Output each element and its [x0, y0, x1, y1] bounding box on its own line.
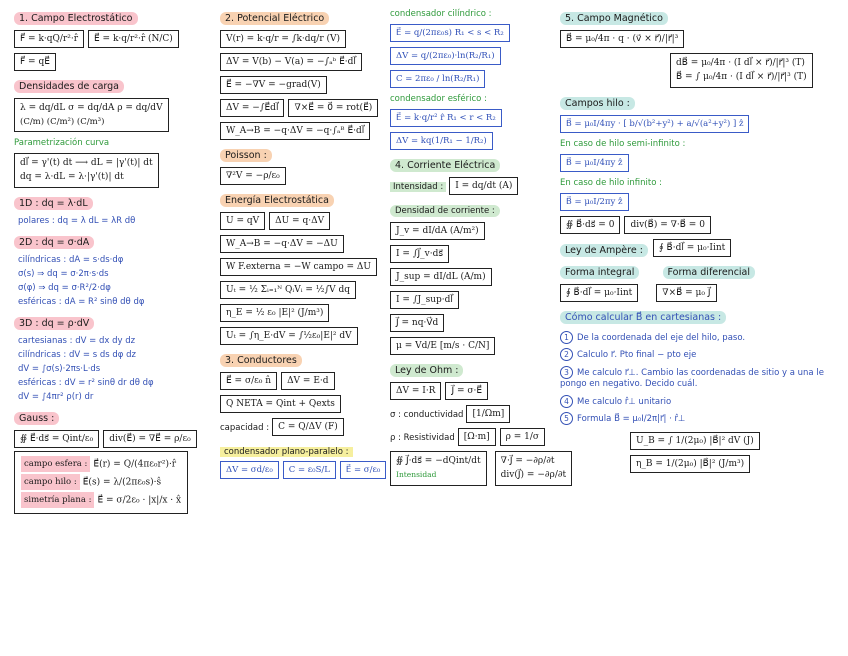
formula-densidades-units: (C/m) (C/m²) (C/m³): [20, 116, 105, 127]
formula-energia-qv: U = qV: [220, 212, 265, 230]
step-text: Me calculo r⃗⊥. Cambio las coordenadas de sitio y a una le pongo en negativo. Decido cuál.: [560, 367, 824, 390]
formula-conductividad-units: [1/Ωm]: [466, 405, 510, 423]
formula-param-box: [14, 153, 159, 188]
formula-j-superficie: J_sup = dI/dL (A/m): [390, 268, 492, 286]
gauss-applications-box: [14, 451, 188, 514]
line-cilindricas-3d: cilíndricas : dV = s ds dφ dz: [18, 350, 136, 361]
formula-simetria-plana: E⃗ = σ/2ε₀ · |x|/x · x̂: [97, 495, 182, 506]
step-text: Formula B⃗ = μ₀I/2π|r⃗| · r̂⊥: [577, 414, 686, 425]
formula-continuidad-div: div(J⃗) = −∂ρ/∂t: [500, 469, 567, 480]
label-hilo-infinito: En caso de hilo infinito :: [560, 178, 662, 188]
step-item: [560, 412, 842, 425]
label-campo-esfera: campo esfera :: [21, 456, 90, 472]
label-capacidad: capacidad :: [220, 422, 270, 433]
formula-flujo-magnetico: ∯ B⃗·ds⃗ = 0: [560, 216, 620, 234]
formula-esf-delta-v: ΔV = kq(1/R₁ − 1/R₂): [390, 132, 493, 150]
formula-biot-savart-box: [670, 53, 813, 88]
formula-q-neta: Q NETA = Qint + Qexts: [220, 395, 341, 413]
formula-trabajo-energia: W_A→B = −q·ΔV = −ΔU: [220, 235, 344, 253]
formula-campo-hilo: E⃗(s) = λ/(2πε₀s)·ŝ: [82, 477, 162, 488]
heading-ley-ohm: Ley de Ohm :: [390, 364, 463, 377]
heading-poisson: Poisson :: [220, 149, 272, 162]
formula-biot-savart-db: dB⃗ = μ₀/4π · (I dl⃗ × r⃗)/|r⃗|³ (T): [676, 58, 805, 68]
formula-hilo-semi-infinito: B⃗ = μ₀I/4πy ẑ: [560, 154, 629, 172]
formula-potencial-vr: V(r) = k·q/r = ∫k·dq/r (V): [220, 30, 346, 48]
heading-ley-ampere: Ley de Ampère :: [560, 244, 648, 257]
formula-rotacional: ∇×E⃗ = 0⃗ = rot(E⃗): [288, 99, 378, 117]
step-number: 1: [560, 331, 573, 344]
step-text: De la coordenada del eje del hilo, paso.: [577, 333, 746, 343]
formula-biot-savart-carga: B⃗ = μ₀/4π · q · (v⃗ × r⃗)/|r⃗|³: [560, 30, 684, 48]
line-polares: polares : dq = λ dL = λR dθ: [18, 216, 136, 227]
formula-campo-conductor: E⃗ = σ/ε₀ n̂: [220, 372, 277, 390]
heading-campos-hilo: Campos hilo :: [560, 97, 635, 110]
formula-param-dl: dl⃗ = γ'(t) dt ⟶ dL = |γ'(t)| dt: [20, 158, 153, 169]
line-sigma-s: σ(s) ⇒ dq = σ·2π·s·ds: [18, 269, 109, 280]
steps-list: [560, 331, 842, 426]
formula-param-dq: dq = λ·dL = λ·|γ'(t)| dt: [20, 171, 124, 182]
formula-poisson: ∇²V = −ρ/ε₀: [220, 167, 286, 185]
heading-conductores: 3. Conductores: [220, 354, 302, 367]
heading-condensador-cilindrico: condensador cilíndrico :: [390, 9, 492, 19]
heading-energia: Energía Electrostática: [220, 194, 334, 207]
formula-energia-total: Uₜ = ½ Σᵢ₌₁ᴺ QᵢVᵢ = ½∫V dq: [220, 281, 356, 299]
formula-delta-v: ΔV = V(b) − V(a) = −∫ₐᵇ E⃗·dl⃗: [220, 53, 362, 71]
step-item: [560, 395, 842, 408]
label-hilo-semi-infinito: En caso de hilo semi-infinito :: [560, 139, 686, 149]
step-number: 5: [560, 412, 573, 425]
column-potencial: [220, 6, 381, 482]
step-text: Calculo r⃗. Pto final − pto eje: [577, 350, 697, 361]
label-campo-hilo: campo hilo :: [21, 474, 80, 490]
formula-energia-integral: Uₜ = ∫η_E·dV = ∫½ε₀|E|² dV: [220, 327, 358, 345]
formula-gauss-differential: div(E⃗) = ∇E⃗ = ρ/ε₀: [103, 430, 197, 448]
formula-continuidad-integral: ∯ J⃗·ds⃗ = −dQint/dt: [396, 456, 481, 466]
formula-campo-esfera: E⃗(r) = Q/(4πε₀r²)·r̂: [93, 459, 177, 470]
line-esfericas-3d: esféricas : dV = r² sinθ dr dθ dφ: [18, 378, 154, 389]
formula-intensidad: I = dq/dt (A): [449, 177, 518, 195]
formula-trabajo-externo: W F.externa = −W campo = ΔU: [220, 258, 377, 276]
formula-densidades-box: [14, 98, 169, 132]
formula-hilo-infinito: B⃗ = μ₀I/2πy ẑ: [560, 193, 629, 211]
formula-continuidad-integral-box: [390, 451, 487, 486]
formula-cil-delta-v: ΔV = q/(2πε₀)·ln(R₂/R₁): [390, 47, 501, 65]
heading-densidad-corriente: Densidad de corriente :: [390, 205, 500, 217]
heading-forma-diferencial: Forma diferencial: [663, 266, 756, 279]
column-campo-electrostatico: [14, 6, 204, 514]
heading-plano-paralelo: condensador plano-paralelo :: [220, 447, 353, 457]
formula-continuidad-nabla: ∇·J⃗ = −∂ρ/∂t: [500, 456, 555, 466]
formula-divergencia-b: div(B⃗) = ∇·B⃗ = 0: [624, 216, 711, 234]
formula-delta-energia: ΔU = q·ΔV: [269, 212, 330, 230]
heading-condensador-esferico: condensador esférico :: [390, 94, 487, 104]
step-text: Me calculo r̂⊥ unitario: [577, 396, 672, 407]
formula-energia-magnetica: U_B = ∫ 1/(2μ₀) |B⃗|² dV (J): [630, 432, 760, 450]
label-simetria-plana: simetría plana :: [21, 492, 94, 508]
formula-i-integral-jsup: I = ∫J_sup·dl⃗: [390, 291, 459, 309]
formula-cil-capacidad: C = 2πε₀ / ln(R₂/R₁): [390, 70, 485, 88]
label-intensidad-small: Intensidad: [396, 469, 437, 479]
step-item: [560, 366, 842, 391]
heading-potencial: 2. Potencial Eléctrico: [220, 12, 329, 25]
formula-biot-savart-b: B⃗ = ∫ μ₀/4π · (I dl⃗ × r⃗)/|r⃗|³ (T): [676, 71, 807, 82]
line-esfericas-2d: esféricas : dA = R² sinθ dθ dφ: [18, 297, 145, 308]
heading-campo-magnetico: 5. Campo Magnético: [560, 12, 668, 25]
formula-coulomb-force: F⃗ = k·qQ/r²·r̂: [14, 30, 84, 48]
formula-ohm-j-sigma-e: J⃗ = σ·E⃗: [445, 382, 488, 400]
column-corriente: [390, 6, 567, 489]
formula-pp-delta-v: ΔV = σd/ε₀: [220, 461, 279, 479]
heading-calcular-cartesianas: Cómo calcular B⃗ en cartesianas :: [560, 311, 726, 324]
formula-resistividad: ρ = 1/σ: [500, 428, 545, 446]
line-cartesianas: cartesianas : dV = dx dy dz: [18, 336, 136, 347]
formula-delta-v-ed: ΔV = E·d: [281, 372, 334, 390]
step-item: [560, 331, 842, 344]
formula-force-qe: F⃗ = qE⃗: [14, 53, 56, 71]
formula-pp-capacidad: C = ε₀S/L: [283, 461, 336, 479]
line-sigma-phi: σ(φ) ⇒ dq = σ·R²/2·dφ: [18, 283, 111, 294]
formula-gradiente: E⃗ = −∇V = −grad(V): [220, 76, 327, 94]
formula-ohm-vir: ΔV = I·R: [390, 382, 441, 400]
line-dv-s: dV = ∫σ(s)·2πs·L·ds: [18, 364, 101, 375]
label-intensidad: Intensidad :: [390, 182, 446, 192]
formula-trabajo: W_A→B = −q·ΔV = −q·∫ₐᴮ E⃗·dl⃗: [220, 122, 370, 140]
formula-resistividad-units: [Ω·m]: [458, 428, 496, 446]
formula-electric-field: E⃗ = k·q/r²·r̂ (N/C): [88, 30, 179, 48]
heading-parametrizacion: Parametrización curva: [14, 138, 110, 149]
step-number: 4: [560, 395, 573, 408]
formula-pp-campo: E⃗ = σ/ε₀: [340, 461, 386, 479]
formula-esf-campo: E⃗ = k·q/r² r̂ R₁ < r < R₂: [390, 109, 502, 127]
heading-3d: 3D : dq = ρ·dV: [14, 317, 94, 330]
label-resistividad: ρ : Resistividad: [390, 432, 455, 443]
formula-ley-ampere: ∮ B⃗·dl⃗ = μ₀·Iint: [653, 239, 731, 257]
heading-densidades: Densidades de carga: [14, 80, 124, 93]
formula-gauss-integral: ∯ E⃗·ds⃗ = Qint/ε₀: [14, 430, 99, 448]
formula-densidades: λ = dq/dL σ = dq/dA ρ = dq/dV: [20, 103, 163, 113]
label-conductividad: σ : conductividad: [390, 409, 464, 420]
formula-densidad-energia: η_E = ½ ε₀ |E|² (J/m³): [220, 304, 329, 322]
line-dv-r: dV = ∫4πr² ρ(r) dr: [18, 392, 94, 403]
formula-delta-v-int: ΔV = −∫E⃗dl⃗: [220, 99, 284, 117]
formula-movilidad: μ = Vd/E [m/s · C/N]: [390, 337, 495, 355]
formula-capacidad: C = Q/ΔV (F): [272, 418, 344, 436]
formula-densidad-energia-magnetica: η_B = 1/(2μ₀) |B⃗|² (J/m³): [630, 455, 750, 473]
step-item: [560, 348, 842, 361]
heading-corriente: 4. Corriente Eléctrica: [390, 159, 500, 172]
formula-ampere-diferencial: ∇×B⃗ = μ₀ J⃗: [656, 284, 716, 302]
heading-gauss: Gauss :: [14, 412, 59, 425]
formula-j-volumen: J_v = dI/dA (A/m²): [390, 222, 485, 240]
formula-j-nqvd: J⃗ = nq·V⃗d: [390, 314, 444, 332]
step-number: 3: [560, 366, 573, 379]
line-cilindricas-2d: cilíndricas : dA = s·ds·dφ: [18, 255, 124, 266]
column-campo-magnetico: [560, 6, 842, 476]
heading-forma-integral: Forma integral: [560, 266, 639, 279]
step-number: 2: [560, 348, 573, 361]
formula-hilo-finito: B⃗ = μ₀I/4πy · [ b/√(b²+y²) + a/√(a²+y²) ] ẑ: [560, 115, 749, 133]
heading-2d: 2D : dq = σ·dA: [14, 236, 94, 249]
heading-campo-electrostatico: 1. Campo Electrostático: [14, 12, 138, 25]
formula-ampere-integral: ∮ B⃗·dl⃗ = μ₀·Iint: [560, 284, 638, 302]
formula-cil-campo: E⃗ = q/(2πε₀s) R₁ < s < R₂: [390, 24, 510, 42]
heading-1d: 1D : dq = λ·dL: [14, 197, 93, 210]
formula-i-integral-j: I = ∫J⃗_v·ds⃗: [390, 245, 449, 263]
